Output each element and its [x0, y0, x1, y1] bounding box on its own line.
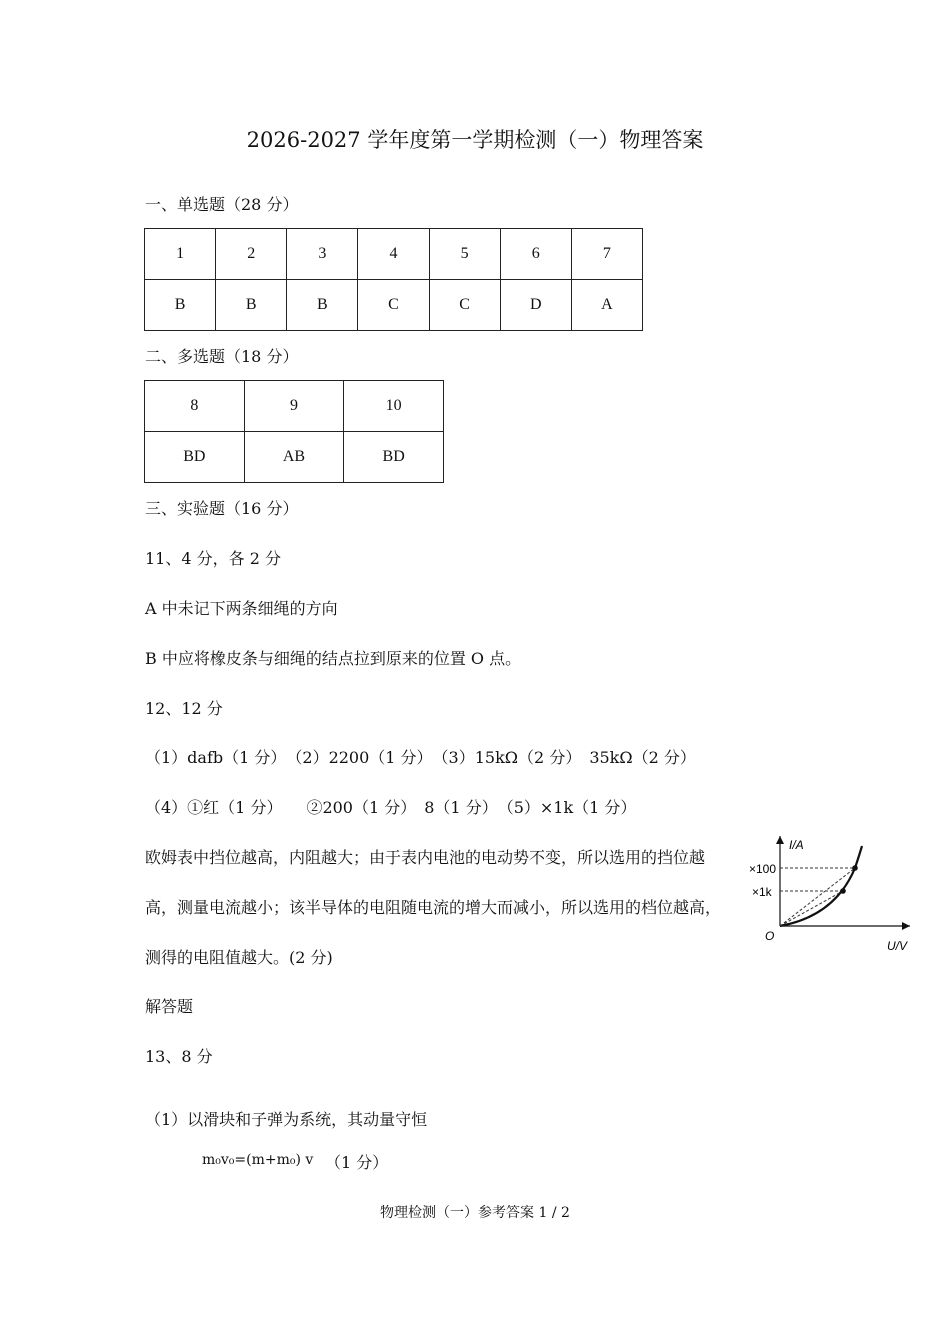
table-cell: 5 [429, 229, 500, 280]
q13-line1: （1）以滑块和子弹为系统，其动量守恒 [145, 1110, 428, 1129]
multi-choice-table [144, 380, 444, 483]
y-axis-arrow [776, 836, 784, 844]
q13-equation: m₀v₀=(m+m₀) v [202, 1152, 314, 1168]
q12-explanation-line2: 高，测量电流越小；该半导体的电阻随电流的增大而减小，所以选用的档位越高， [145, 898, 722, 917]
table-cell: A [571, 280, 642, 331]
dashed-line-1k [780, 891, 843, 926]
table-cell: C [358, 280, 429, 331]
section2-heading: 二、多选题（18 分） [145, 347, 299, 366]
graph-y-label: I/A [789, 838, 804, 852]
x-axis-arrow [902, 922, 910, 930]
q12-answers-row1: （1）dafb（1 分） （2）2200（1 分） （3）15kΩ（2 分） 35kΩ（2 分） [145, 748, 696, 767]
q11-header: 11、4 分，各 2 分 [145, 549, 281, 568]
q11-answer-b: B 中应将橡皮条与细绳的结点拉到原来的位置 O 点。 [145, 649, 522, 668]
q11-answer-a: A 中未记下两条细绳的方向 [145, 599, 338, 618]
graph-x-label: U/V [887, 939, 908, 953]
q12-explanation-line1: 欧姆表中挡位越高，内阻越大；由于表内电池的电动势不变，所以选用的挡位越 [145, 848, 706, 867]
page-title: 2026-2027 学年度第一学期检测（一）物理答案 [246, 128, 704, 152]
table-cell: BD [344, 432, 444, 483]
point-100 [852, 865, 858, 871]
table-row-answers [145, 432, 444, 483]
graph-mark-100: ×100 [749, 862, 777, 876]
single-choice-table [144, 228, 643, 331]
point-1k [840, 888, 846, 894]
table-cell: 10 [344, 381, 444, 432]
table-cell: 8 [145, 381, 245, 432]
table-cell: BD [145, 432, 245, 483]
iu-graph-diagram [745, 828, 925, 958]
table-cell: 3 [287, 229, 358, 280]
table-cell: B [287, 280, 358, 331]
table-cell: B [145, 280, 216, 331]
table-row-numbers [145, 229, 643, 280]
table-row-numbers [145, 381, 444, 432]
graph-mark-1k: ×1k [752, 885, 772, 899]
table-cell: 6 [500, 229, 571, 280]
q13-header: 13、8 分 [145, 1047, 213, 1066]
table-row-answers [145, 280, 643, 331]
section1-heading: 一、单选题（28 分） [145, 195, 299, 214]
dashed-line-100 [780, 868, 855, 926]
table-cell: 1 [145, 229, 216, 280]
graph-origin-label: O [765, 929, 775, 943]
q12-answers-row2: （4）①红（1 分） ②200（1 分） 8（1 分） （5）×1k（1 分） [145, 798, 637, 817]
table-cell: 2 [216, 229, 287, 280]
table-cell: 4 [358, 229, 429, 280]
q12-header: 12、12 分 [145, 699, 223, 718]
table-cell: C [429, 280, 500, 331]
table-cell: 7 [571, 229, 642, 280]
table-cell: AB [244, 432, 344, 483]
table-cell: B [216, 280, 287, 331]
page-footer: 物理检测（一）参考答案 1 / 2 [380, 1205, 570, 1221]
iu-curve [780, 846, 862, 926]
section3-heading: 三、实验题（16 分） [145, 499, 299, 518]
q13-points: （1 分） [325, 1153, 389, 1172]
table-cell: 9 [244, 381, 344, 432]
section4-heading: 解答题 [145, 997, 194, 1016]
table-cell: D [500, 280, 571, 331]
q12-explanation-line3: 测得的电阻值越大。(2 分) [145, 948, 333, 967]
